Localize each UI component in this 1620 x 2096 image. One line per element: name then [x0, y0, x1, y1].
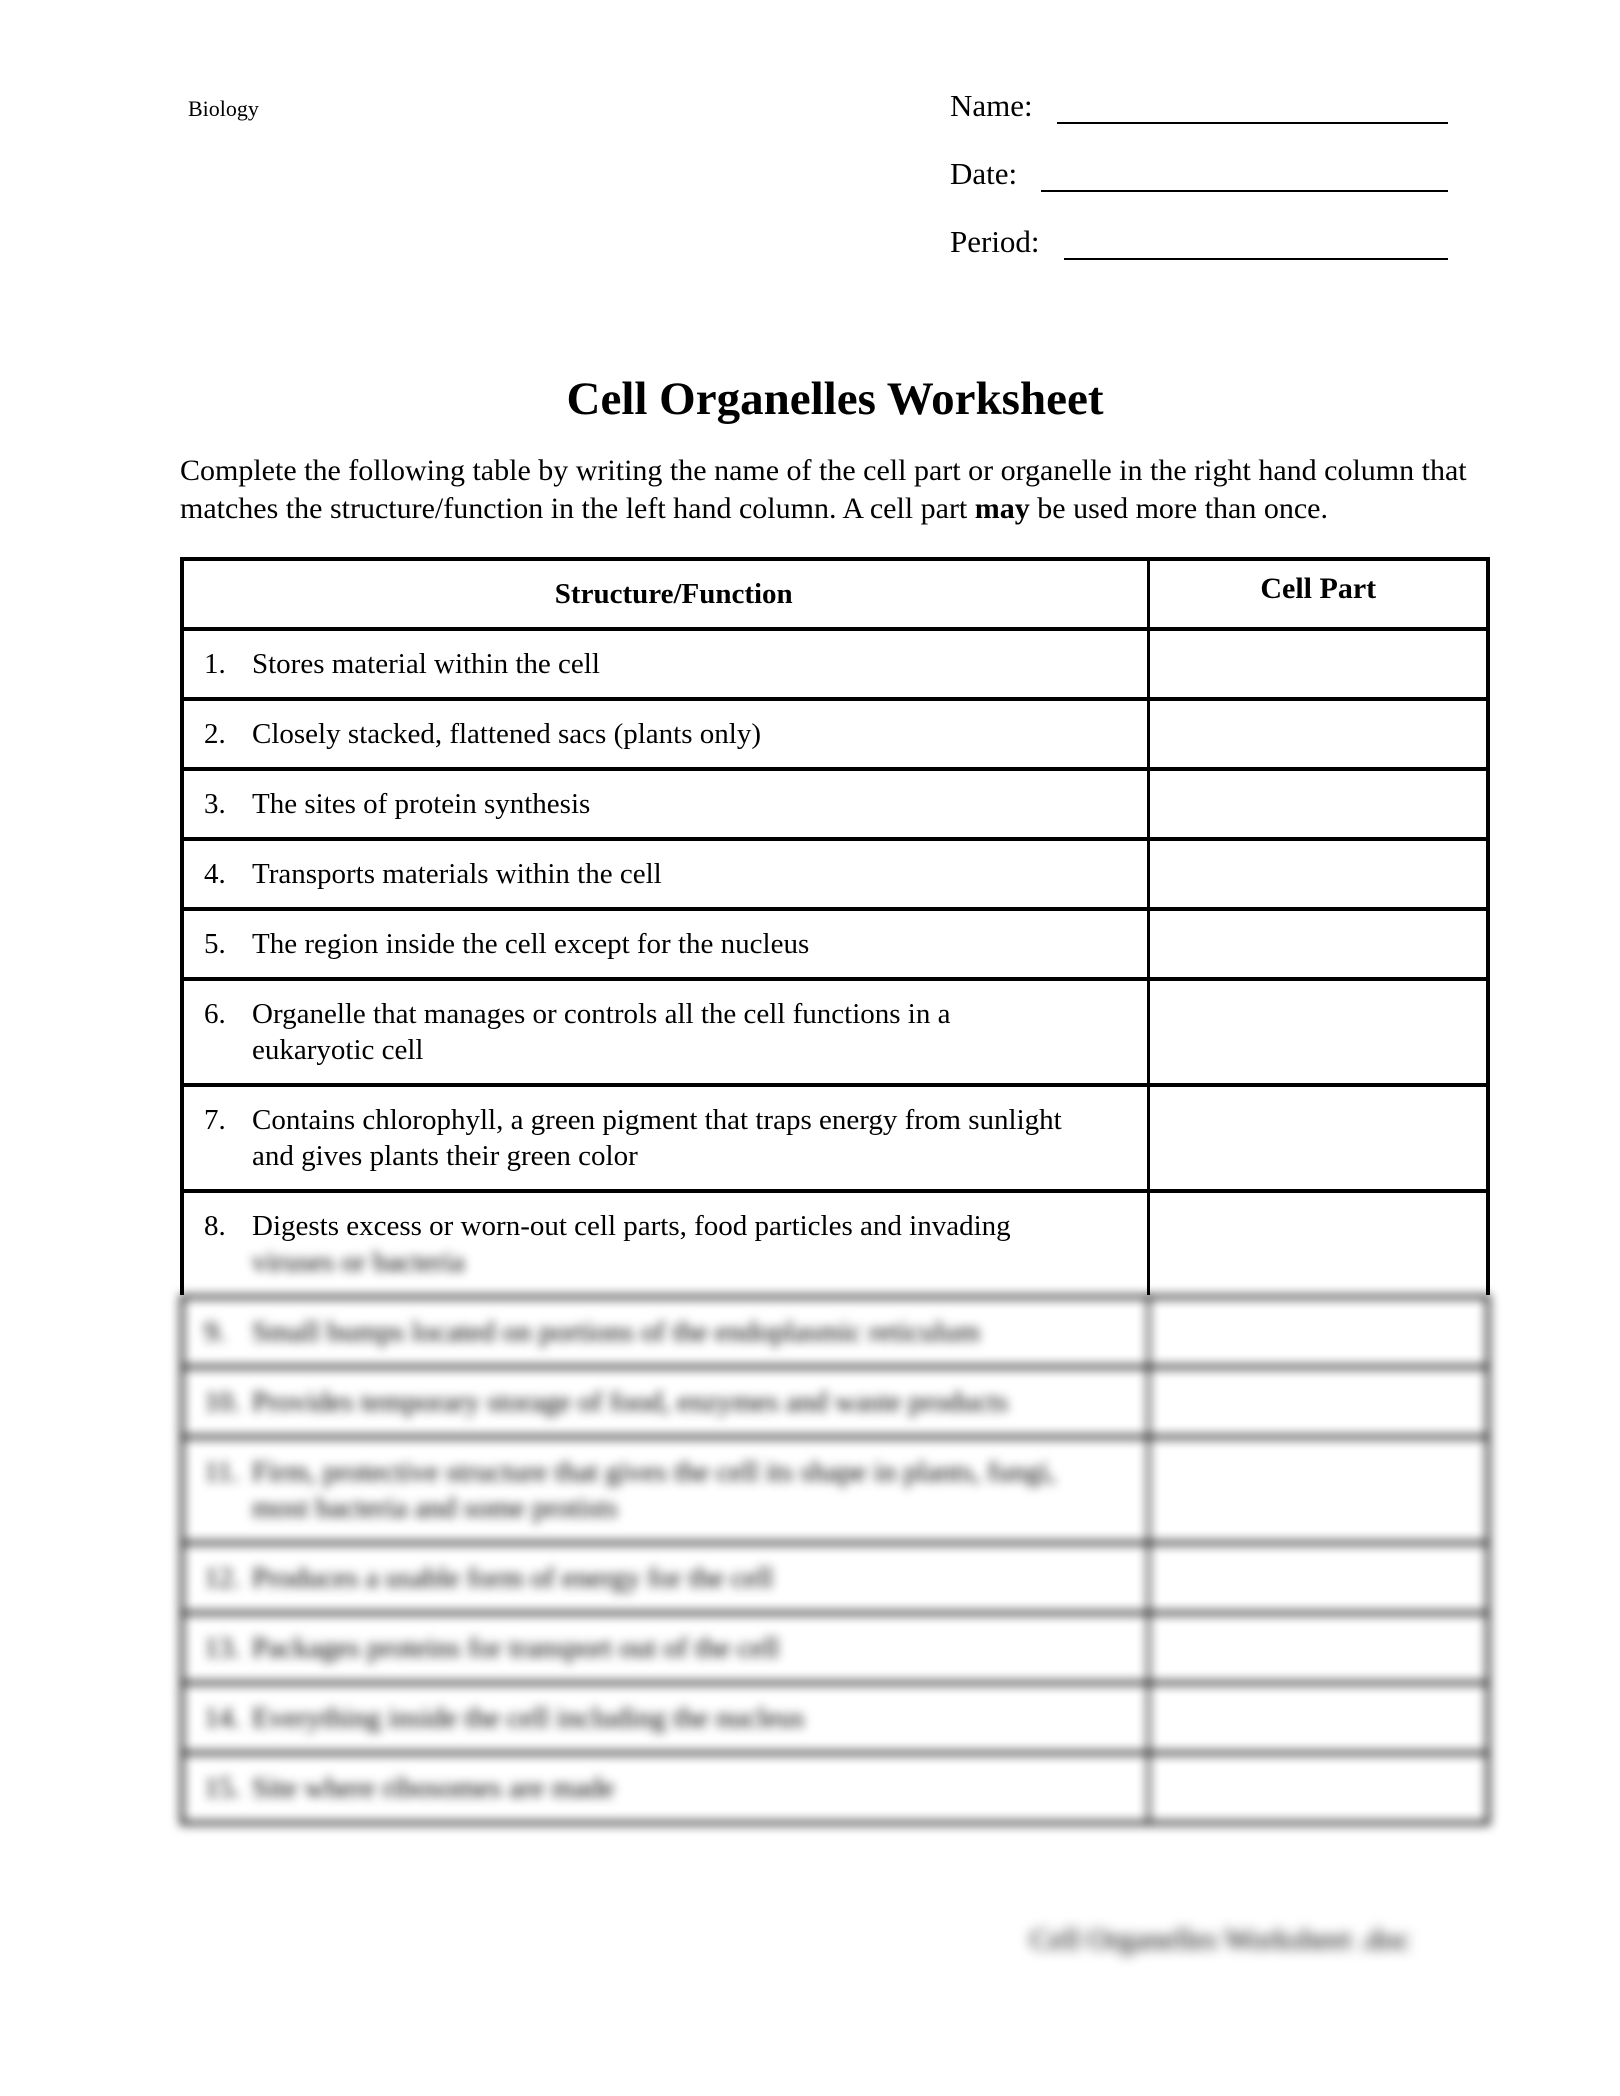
row-number: 11. [204, 1456, 240, 1489]
period-blank-line[interactable] [1064, 224, 1448, 260]
table-row [184, 837, 1486, 907]
row-number: 15. [204, 1772, 241, 1805]
blurred-row-text: viruses or bacteria [252, 1246, 465, 1279]
period-label: Period: [950, 224, 1040, 259]
table-row [184, 1681, 1486, 1751]
row-text: Everything inside the cell including the nucleus [252, 1702, 805, 1735]
answer-cell[interactable] [1147, 841, 1486, 907]
table-row [184, 1751, 1486, 1821]
table-row [184, 977, 1486, 1083]
answer-cell[interactable] [1147, 1369, 1486, 1435]
row-number: 12. [204, 1562, 241, 1595]
table-row [184, 1611, 1486, 1681]
instructions-text [180, 452, 1490, 528]
col-header-cell-part: Cell Part [1147, 561, 1486, 627]
table-row [184, 1083, 1486, 1189]
row-number: 4. [204, 858, 226, 891]
name-blank-line[interactable] [1057, 88, 1448, 124]
row-text: The region inside the cell except for the nucleus [252, 928, 810, 961]
row-text: Transports materials within the cell [252, 858, 662, 891]
row-text: Produces a usable form of energy for the cell [252, 1562, 774, 1595]
date-label: Date: [950, 156, 1018, 191]
table-row [184, 767, 1486, 837]
period-field-row [950, 220, 1448, 260]
content-column [180, 372, 1490, 1825]
date-blank-line[interactable] [1041, 156, 1448, 192]
row-text: The sites of protein synthesis [252, 788, 591, 821]
date-field-row [950, 152, 1448, 192]
organelle-table [180, 557, 1490, 1295]
row-number: 3. [204, 788, 226, 821]
answer-cell[interactable] [1147, 1615, 1486, 1681]
row-number: 5. [204, 928, 226, 961]
row-text: Stores material within the cell [252, 648, 600, 681]
table-row [184, 697, 1486, 767]
row-text: Digests excess or worn-out cell parts, food particles and invadingviruses or bacteria [252, 1210, 1011, 1279]
row-text: Site where ribosomes are made [252, 1772, 615, 1805]
table-header-row [184, 561, 1486, 627]
row-text: Small bumps located on portions of the endoplasmic reticulum [252, 1316, 981, 1349]
answer-cell[interactable] [1147, 911, 1486, 977]
answer-cell[interactable] [1147, 1299, 1486, 1365]
table-row [184, 907, 1486, 977]
answer-cell[interactable] [1147, 1439, 1486, 1541]
table-row [184, 1541, 1486, 1611]
answer-cell[interactable] [1147, 1685, 1486, 1751]
worksheet-title: Cell Organelles Worksheet [566, 373, 1104, 425]
answer-cell[interactable] [1147, 1193, 1486, 1295]
row-text: Organelle that manages or controls all the cell functions in a eukaryotic cell [252, 998, 951, 1067]
row-number: 7. [204, 1104, 226, 1137]
table-row [184, 1435, 1486, 1541]
course-label: Biology [188, 96, 259, 121]
row-number: 14. [204, 1702, 241, 1735]
answer-cell[interactable] [1147, 981, 1486, 1083]
instructions-part2: be used more than once. [1029, 492, 1328, 526]
header-fields [950, 84, 1448, 288]
row-text: Packages proteins for transport out of the cell [252, 1632, 780, 1665]
answer-cell[interactable] [1147, 1755, 1486, 1821]
row-text: Firm, protective structure that gives the cell its shape in plants, fungi, most bacteria and some protists [252, 1456, 1056, 1525]
row-number: 2. [204, 718, 226, 751]
instructions-part1: Complete the following table by writing the name of the cell part or organelle in the right hand column that matches the structure/function in the left hand column. A cell part [180, 454, 1467, 526]
row-text: Provides temporary storage of food, enzymes and waste products [252, 1386, 1009, 1419]
answer-cell[interactable] [1147, 631, 1486, 697]
answer-cell[interactable] [1147, 1087, 1486, 1189]
row-text: Closely stacked, flattened sacs (plants only) [252, 718, 761, 751]
row-number: 13. [204, 1632, 241, 1665]
col-header-structure-function: Structure/Function [554, 578, 793, 611]
table-rows-blurred [180, 1295, 1490, 1825]
table-row [184, 1189, 1486, 1295]
answer-cell[interactable] [1147, 771, 1486, 837]
instructions-bold-word: may [974, 492, 1030, 526]
row-number: 6. [204, 998, 226, 1031]
answer-cell[interactable] [1147, 701, 1486, 767]
row-number: 10. [204, 1386, 241, 1419]
row-number: 9. [204, 1316, 226, 1349]
table-row [184, 1365, 1486, 1435]
row-number: 1. [204, 648, 226, 681]
row-number: 8. [204, 1210, 226, 1243]
table-row [184, 627, 1486, 697]
name-label: Name: [950, 88, 1033, 123]
row-text: Contains chlorophyll, a green pigment that traps energy from sunlight and gives plants their green color [252, 1104, 1062, 1173]
name-field-row [950, 84, 1448, 124]
answer-cell[interactable] [1147, 1545, 1486, 1611]
document-footer: Cell Organelles Worksheet .doc [1030, 1923, 1410, 1956]
table-row [184, 1299, 1486, 1365]
